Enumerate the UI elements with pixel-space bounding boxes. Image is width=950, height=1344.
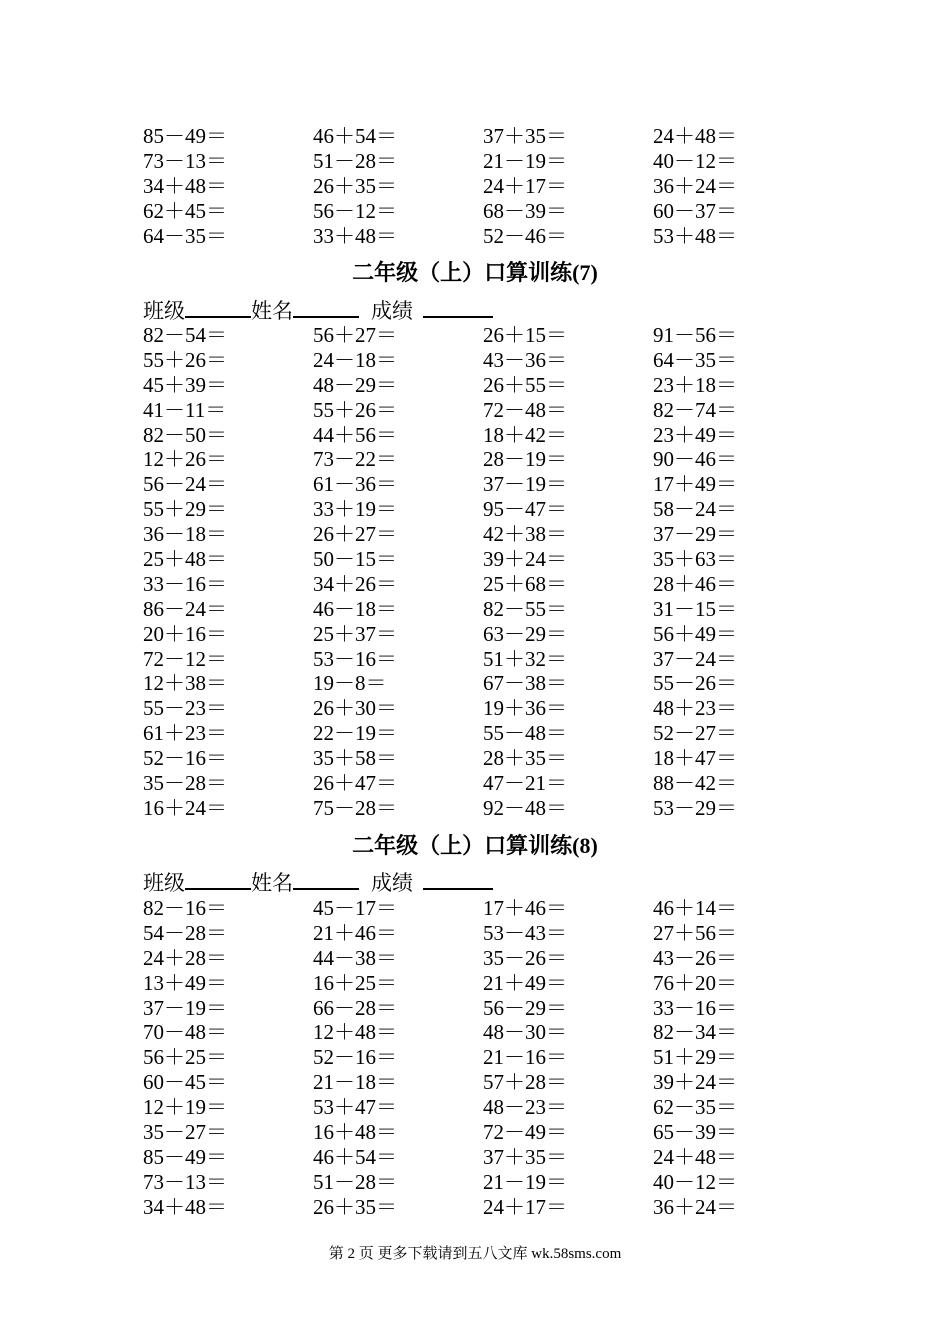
problem-item: 22－19＝: [313, 721, 397, 746]
problem-item: 21－18＝: [313, 1070, 397, 1095]
problem-item: 56－29＝: [483, 995, 567, 1020]
problem-item: 82－16＝: [143, 896, 227, 920]
class-blank[interactable]: [185, 870, 251, 890]
problem-item: 21－19＝: [483, 1169, 567, 1194]
problem-item: 82－55＝: [483, 596, 567, 621]
problem-row: [143, 921, 823, 946]
problem-item: 52－16＝: [143, 746, 227, 771]
problem-item: 16＋25＝: [313, 970, 397, 995]
score-label: 成绩: [371, 871, 413, 895]
problem-item: 60－37＝: [653, 198, 737, 223]
problem-item: 12＋19＝: [143, 1095, 227, 1120]
problem-item: 55－23＝: [143, 696, 227, 721]
problem-item: 73－22＝: [313, 447, 397, 472]
problem-grid-8: [143, 896, 823, 1220]
problem-item: 39＋24＝: [653, 1070, 737, 1095]
problem-item: 21＋49＝: [483, 970, 567, 995]
problem-item: 39＋24＝: [483, 547, 567, 572]
problem-item: 20＋16＝: [143, 621, 227, 646]
problem-item: 24－18＝: [313, 347, 397, 372]
class-blank[interactable]: [185, 298, 251, 318]
problem-item: 51－28＝: [313, 1169, 397, 1194]
problem-item: 24＋28＝: [143, 945, 227, 970]
problem-item: 25＋48＝: [143, 547, 227, 572]
problem-item: 33＋19＝: [313, 497, 397, 522]
problem-item: 35＋58＝: [313, 746, 397, 771]
problem-item: 62＋45＝: [143, 198, 227, 223]
problem-row: [143, 224, 823, 249]
section-title-8: 二年级（上）口算训练(8): [352, 833, 598, 858]
problem-item: 52－27＝: [653, 721, 737, 746]
problem-row: [143, 1070, 823, 1095]
score-blank[interactable]: [423, 870, 493, 890]
problem-item: 17＋49＝: [653, 472, 737, 497]
name-label: 姓名: [251, 871, 293, 895]
problem-item: 75－28＝: [313, 795, 397, 820]
problem-grid-7: [143, 323, 823, 821]
student-info-line-7: [143, 298, 493, 324]
problem-row: [143, 721, 823, 746]
score-blank[interactable]: [423, 298, 493, 318]
student-info-line-8: [143, 870, 493, 896]
problem-item: 55＋26＝: [313, 397, 397, 422]
problem-item: 85－49＝: [143, 124, 227, 148]
problem-item: 55＋29＝: [143, 497, 227, 522]
problem-row: [143, 1095, 823, 1120]
problem-item: 16＋24＝: [143, 795, 227, 820]
problem-row: [143, 447, 823, 472]
name-blank[interactable]: [293, 870, 359, 890]
problem-row: [143, 1145, 823, 1170]
problem-item: 28＋46＝: [653, 571, 737, 596]
problem-item: 64－35＝: [143, 223, 227, 248]
problem-item: 73－13＝: [143, 1169, 227, 1194]
problem-item: 88－42＝: [653, 771, 737, 796]
problem-item: 56－12＝: [313, 198, 397, 223]
problem-item: 19－8＝: [313, 671, 387, 696]
problem-row: [143, 1195, 823, 1220]
problem-item: 60－45＝: [143, 1070, 227, 1095]
problem-item: 37＋35＝: [483, 1144, 567, 1169]
problem-item: 40－12＝: [653, 148, 737, 173]
problem-item: 35＋63＝: [653, 547, 737, 572]
name-blank[interactable]: [293, 298, 359, 318]
problem-row: [143, 323, 823, 348]
problem-item: 53－16＝: [313, 646, 397, 671]
problem-row: [143, 996, 823, 1021]
problem-item: 82－74＝: [653, 397, 737, 422]
problem-item: 24＋48＝: [653, 124, 737, 148]
problem-item: 24＋48＝: [653, 1144, 737, 1169]
problem-item: 52－46＝: [483, 223, 567, 248]
problem-item: 46＋54＝: [313, 124, 397, 148]
problem-item: 82－34＝: [653, 1020, 737, 1045]
problem-item: 40－12＝: [653, 1169, 737, 1194]
problem-item: 85－49＝: [143, 1144, 227, 1169]
problem-item: 41－11＝: [143, 397, 227, 422]
problem-item: 82－50＝: [143, 422, 227, 447]
problem-row: [143, 423, 823, 448]
problem-item: 26＋55＝: [483, 372, 567, 397]
problem-item: 21－16＝: [483, 1045, 567, 1070]
problem-row: [143, 647, 823, 672]
problem-item: 63－29＝: [483, 621, 567, 646]
problem-item: 48－29＝: [313, 372, 397, 397]
problem-item: 18＋42＝: [483, 422, 567, 447]
problem-item: 72－48＝: [483, 397, 567, 422]
problem-item: 61－36＝: [313, 472, 397, 497]
problem-item: 35－28＝: [143, 771, 227, 796]
problem-item: 16＋48＝: [313, 1120, 397, 1145]
problem-item: 64－35＝: [653, 347, 737, 372]
problem-item: 26＋30＝: [313, 696, 397, 721]
problem-item: 27＋56＝: [653, 920, 737, 945]
problem-item: 65－39＝: [653, 1120, 737, 1145]
problem-item: 53＋47＝: [313, 1095, 397, 1120]
problem-item: 50－15＝: [313, 547, 397, 572]
problem-row: [143, 622, 823, 647]
problem-item: 55－26＝: [653, 671, 737, 696]
problem-item: 70－48＝: [143, 1020, 227, 1045]
problem-item: 26＋35＝: [313, 1194, 397, 1219]
problem-item: 25＋37＝: [313, 621, 397, 646]
problem-item: 72－12＝: [143, 646, 227, 671]
problem-item: 26＋27＝: [313, 522, 397, 547]
problem-item: 68－39＝: [483, 198, 567, 223]
problem-row: [143, 1170, 823, 1195]
problem-row: [143, 796, 823, 821]
problem-row: [143, 572, 823, 597]
problem-row: [143, 1020, 823, 1045]
problem-row: [143, 1120, 823, 1145]
problem-item: 46－18＝: [313, 596, 397, 621]
problem-row: [143, 348, 823, 373]
page-footer: 第 2 页 更多下载请到五八文库 wk.58sms.com: [328, 1246, 622, 1262]
problem-item: 34＋26＝: [313, 571, 397, 596]
problem-item: 43－26＝: [653, 945, 737, 970]
problem-item: 56－24＝: [143, 472, 227, 497]
problem-item: 28－19＝: [483, 447, 567, 472]
problem-item: 12＋48＝: [313, 1020, 397, 1045]
problem-item: 61＋23＝: [143, 721, 227, 746]
problem-item: 36＋24＝: [653, 1194, 737, 1219]
problem-item: 36－18＝: [143, 522, 227, 547]
problem-row: [143, 398, 823, 423]
problem-item: 95－47＝: [483, 497, 567, 522]
problem-item: 18＋47＝: [653, 746, 737, 771]
problem-item: 26＋15＝: [483, 323, 567, 347]
problem-item: 46＋54＝: [313, 1144, 397, 1169]
problem-row: [143, 696, 823, 721]
problem-item: 45＋39＝: [143, 372, 227, 397]
problem-item: 37－19＝: [483, 472, 567, 497]
problem-item: 12＋26＝: [143, 447, 227, 472]
problem-item: 35－26＝: [483, 945, 567, 970]
problem-item: 24＋17＝: [483, 173, 567, 198]
problem-item: 53－29＝: [653, 795, 737, 820]
problem-item: 19＋36＝: [483, 696, 567, 721]
problem-item: 66－28＝: [313, 995, 397, 1020]
problem-item: 37＋35＝: [483, 124, 567, 148]
problem-item: 26＋47＝: [313, 771, 397, 796]
problem-item: 37－19＝: [143, 995, 227, 1020]
class-label: 班级: [143, 299, 185, 323]
problem-item: 47－21＝: [483, 771, 567, 796]
problem-item: 46＋14＝: [653, 896, 737, 920]
problem-item: 45－17＝: [313, 896, 397, 920]
problem-item: 12＋38＝: [143, 671, 227, 696]
problem-item: 56＋49＝: [653, 621, 737, 646]
problem-item: 48－23＝: [483, 1095, 567, 1120]
problem-row: [143, 472, 823, 497]
problem-item: 33－16＝: [653, 995, 737, 1020]
problem-row: [143, 373, 823, 398]
problem-item: 51－28＝: [313, 148, 397, 173]
problem-row: [143, 497, 823, 522]
name-label: 姓名: [251, 299, 293, 323]
problem-item: 52－16＝: [313, 1045, 397, 1070]
problem-item: 25＋68＝: [483, 571, 567, 596]
problem-item: 56＋27＝: [313, 323, 397, 347]
problem-item: 42＋38＝: [483, 522, 567, 547]
problem-item: 82－54＝: [143, 323, 227, 347]
problem-item: 67－38＝: [483, 671, 567, 696]
problem-item: 53－43＝: [483, 920, 567, 945]
problem-item: 76＋20＝: [653, 970, 737, 995]
problem-row: [143, 896, 823, 921]
score-label: 成绩: [371, 299, 413, 323]
class-label: 班级: [143, 871, 185, 895]
problem-item: 31－15＝: [653, 596, 737, 621]
problem-row: [143, 671, 823, 696]
problem-row: [143, 771, 823, 796]
problem-item: 62－35＝: [653, 1095, 737, 1120]
problem-item: 23＋49＝: [653, 422, 737, 447]
problem-item: 72－49＝: [483, 1120, 567, 1145]
problem-grid-top: [143, 124, 823, 248]
problem-row: [143, 124, 823, 149]
problem-item: 34＋48＝: [143, 173, 227, 198]
problem-item: 26＋35＝: [313, 173, 397, 198]
problem-item: 51＋29＝: [653, 1045, 737, 1070]
problem-item: 44＋56＝: [313, 422, 397, 447]
problem-item: 51＋32＝: [483, 646, 567, 671]
problem-item: 55－48＝: [483, 721, 567, 746]
problem-item: 91－56＝: [653, 323, 737, 347]
problem-row: [143, 1045, 823, 1070]
problem-item: 86－24＝: [143, 596, 227, 621]
problem-item: 43－36＝: [483, 347, 567, 372]
problem-item: 37－29＝: [653, 522, 737, 547]
problem-row: [143, 971, 823, 996]
problem-row: [143, 597, 823, 622]
problem-item: 54－28＝: [143, 920, 227, 945]
problem-row: [143, 946, 823, 971]
problem-item: 35－27＝: [143, 1120, 227, 1145]
problem-item: 37－24＝: [653, 646, 737, 671]
problem-item: 48＋23＝: [653, 696, 737, 721]
problem-item: 44－38＝: [313, 945, 397, 970]
section-title-7: 二年级（上）口算训练(7): [352, 260, 598, 285]
problem-item: 36＋24＝: [653, 173, 737, 198]
problem-row: [143, 174, 823, 199]
problem-item: 28＋35＝: [483, 746, 567, 771]
problem-row: [143, 746, 823, 771]
problem-item: 57＋28＝: [483, 1070, 567, 1095]
problem-item: 92－48＝: [483, 795, 567, 820]
problem-item: 33＋48＝: [313, 223, 397, 248]
problem-item: 48－30＝: [483, 1020, 567, 1045]
problem-item: 34＋48＝: [143, 1194, 227, 1219]
problem-row: [143, 149, 823, 174]
problem-item: 73－13＝: [143, 148, 227, 173]
problem-item: 23＋18＝: [653, 372, 737, 397]
problem-item: 56＋25＝: [143, 1045, 227, 1070]
problem-item: 53＋48＝: [653, 223, 737, 248]
problem-item: 58－24＝: [653, 497, 737, 522]
problem-row: [143, 522, 823, 547]
problem-item: 17＋46＝: [483, 896, 567, 920]
problem-item: 24＋17＝: [483, 1194, 567, 1219]
problem-row: [143, 547, 823, 572]
problem-item: 55＋26＝: [143, 347, 227, 372]
problem-item: 13＋49＝: [143, 970, 227, 995]
problem-item: 21＋46＝: [313, 920, 397, 945]
problem-item: 90－46＝: [653, 447, 737, 472]
problem-row: [143, 199, 823, 224]
problem-item: 21－19＝: [483, 148, 567, 173]
problem-item: 33－16＝: [143, 571, 227, 596]
